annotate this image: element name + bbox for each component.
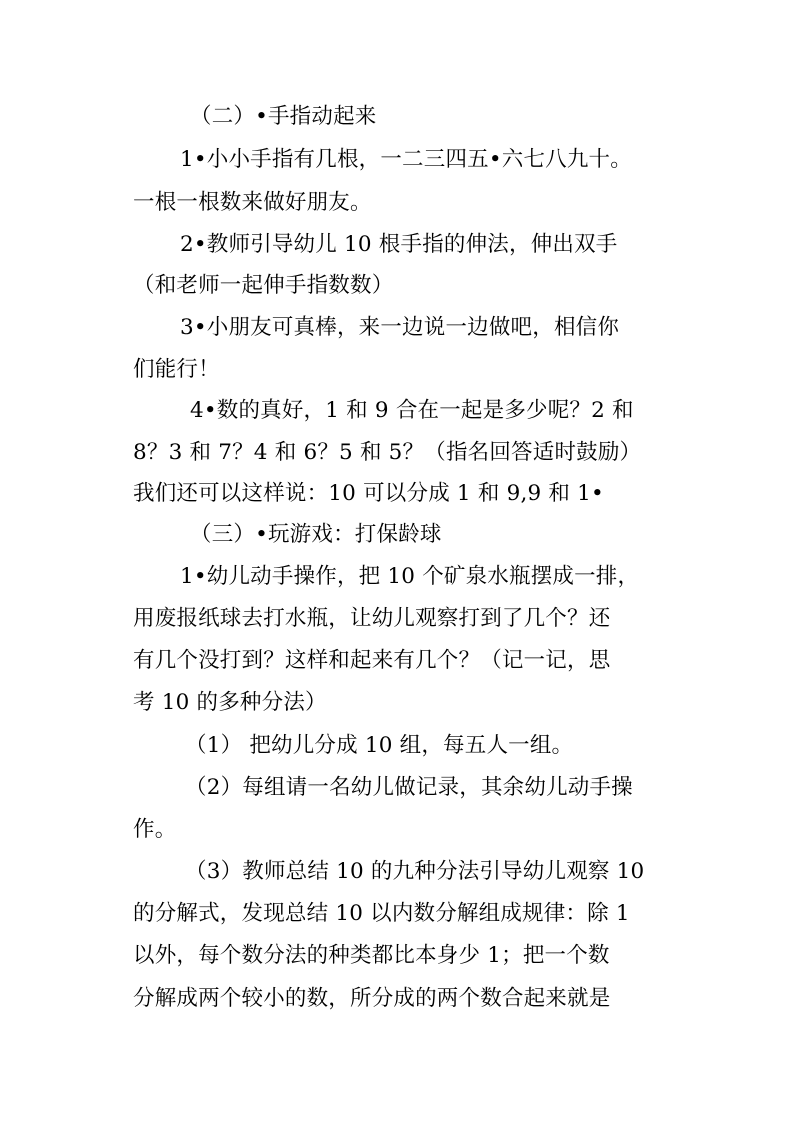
text-line: （1） 把幼儿分成 10 组，每五人一组。 [185, 733, 574, 758]
text-line: 用废报纸球去打水瓶，让幼儿观察打到了几个？还 [133, 606, 611, 631]
text-line: 2•教师引导幼儿 10 根手指的伸法，伸出双手 [180, 232, 618, 257]
text-line: 有几个没打到？这样和起来有几个？（记一记，思 [133, 648, 611, 673]
text-line: 考 10 的多种分法） [133, 690, 327, 715]
text-line: （和老师一起伸手指数数） [133, 273, 394, 298]
text-line: 1•幼儿动手操作，把 10 个矿泉水瓶摆成一排， [180, 564, 640, 589]
text-line: 以外，每个数分法的种类都比本身少 1；把一个数 [133, 943, 610, 968]
text-line: 4•数的真好，1 和 9 合在一起是多少呢？2 和 [190, 398, 634, 423]
section-heading: （二）•手指动起来 [190, 104, 377, 129]
text-line: 的分解式，发现总结 10 以内数分解组成规律：除 1 [133, 901, 630, 926]
text-line: 一根一根数来做好朋友。 [133, 190, 372, 215]
text-line: 3•小朋友可真棒，来一边说一边做吧，相信你 [180, 315, 620, 340]
text-line: 作。 [133, 817, 177, 842]
section-heading: （三）•玩游戏：打保龄球 [190, 522, 442, 547]
text-line: 我们还可以这样说：10 可以分成 1 和 9,9 和 1• [133, 481, 604, 506]
text-line: （2）每组请一名幼儿做记录，其余幼儿动手操 [185, 775, 633, 800]
text-line: 们能行！ [133, 357, 220, 382]
text-line: 分解成两个较小的数，所分成的两个数合起来就是 [133, 986, 611, 1011]
text-line: （3）教师总结 10 的九种分法引导幼儿观察 10 [185, 859, 645, 884]
text-line: 8？3 和 7？4 和 6？5 和 5？（指名回答适时鼓励） [133, 440, 642, 465]
text-line: 1•小小手指有几根，一二三四五•六七八九十。 [180, 147, 632, 172]
